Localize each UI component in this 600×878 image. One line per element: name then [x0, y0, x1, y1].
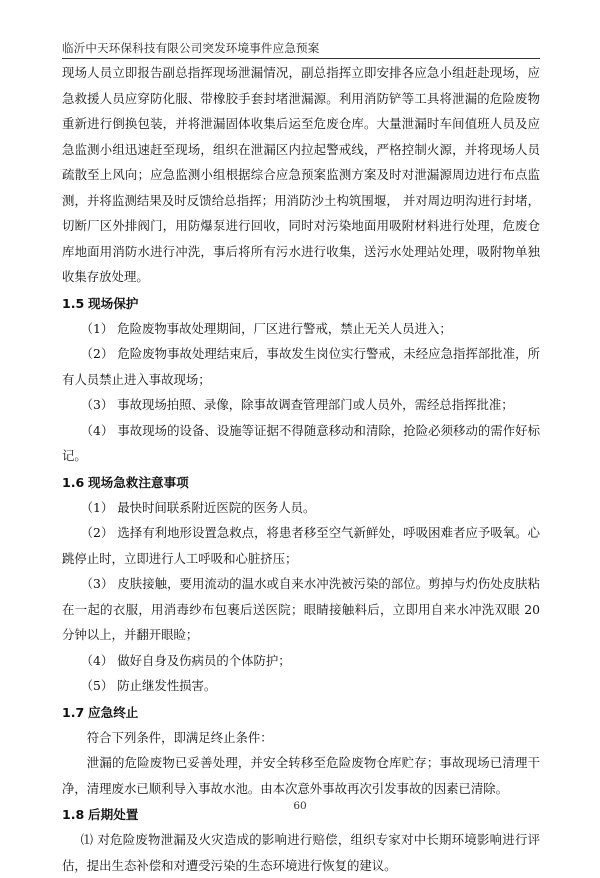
page-header: 临沂中天环保科技有限公司突发环境事件应急预案 [62, 41, 320, 55]
section-number: 1.8 [62, 807, 85, 822]
section-heading-1-5 [62, 292, 540, 316]
section-number: 1.7 [62, 704, 85, 720]
section-title: 后期处置 [88, 807, 139, 822]
page-number: 60 [293, 800, 307, 812]
list-item: （2） 选择有利地形设置急救点，将患者移至空气新鲜处，呼吸困难者应予吸氧。心跳停止时，立即进行人工呼吸和心脏挤压； [62, 525, 540, 566]
list-item: （1） 危险废物事故处理期间，厂区进行警戒，禁止无关人员进入； [80, 320, 452, 336]
section-heading-1-7 [62, 701, 540, 725]
list-item: （5） 防止继发性损害。 [80, 678, 217, 693]
list-item: （3） 事故现场拍照、录像，除事故调查管理部门或人员外，需经总指挥批准； [80, 397, 514, 412]
list-item: （3） 皮肤接触，要用流动的温水或自来水冲洗被污染的部位。剪掉与灼伤处皮肤粘在一起的衣服，用消毒纱布包裹后送医院；眼睛接触料后，立即用自来水冲洗双眼 20 分钟以上，并翻开眼睑； [62, 576, 540, 642]
header-divider [62, 58, 540, 59]
section-title: 现场保护 [88, 295, 139, 311]
list-item: （1） 最快时间联系附近医院的医务人员。 [80, 499, 316, 515]
list-item: ⑴ 对危险废物泄漏及火灾造成的影响进行赔偿，组织专家对中长期环境影响进行评估，提出生态补偿和对遭受污染的生态环境进行恢复的建议。 [62, 832, 540, 873]
section-number: 1.5 [62, 295, 85, 311]
section-title: 应急终止 [88, 704, 139, 720]
intro-paragraph: 现场人员立即报告副总指挥现场泄漏情况，副总指挥立即安排各应急小组赶赴现场，应急救援人员应穿防化服、带橡胶手套封堵泄漏源。利用消防铲等工具将泄漏的危险废物重新进行倒换包装，并将泄漏固体收集后运至危废仓库。大量泄漏时车间值班人员及应急监测小组迅速赶至现场，组织在泄漏区内拉起警戒线，严格控制火源，并将现场人员疏散至上风向；应急监测小组根据综合应急预案监测方案及时对泄漏源周边进行布点监测，并将监测结果及时反馈给总指挥；用消防沙土构筑围堰， 并对周边明沟进行封堵，切断厂区外排阀门，用防爆泵进行回收，同时对污染地面用吸附材料进行处理，危废仓库地面用消防水进行冲洗，事后将所有污水进行收集，送污水处理站处理，吸附物单独收集存放处理。 [62, 65, 540, 284]
paragraph: 符合下列条件，即满足终止条件： [86, 729, 273, 745]
document-body [62, 60, 540, 878]
section-title: 现场急救注意事项 [88, 474, 189, 490]
paragraph: 泄漏的危险废物已妥善处理，并安全转移至危险废物仓库贮存；事故现场已清理干净，清理废水已顺利导入事故水池。由本次意外事故再次引发事故的因素已清除。 [62, 755, 540, 796]
list-item: （4） 事故现场的设备、设施等证据不得随意移动和清除，抢险必须移动的需作好标记。 [62, 422, 540, 463]
list-item: （4） 做好自身及伤病员的个体防护； [80, 652, 291, 668]
list-item: （2） 危险废物事故处理结束后，事故发生岗位实行警戒，未经应急指挥部批准，所有人员禁止进入事故现场； [62, 346, 540, 387]
section-number: 1.6 [62, 474, 85, 490]
section-heading-1-6 [62, 471, 540, 495]
